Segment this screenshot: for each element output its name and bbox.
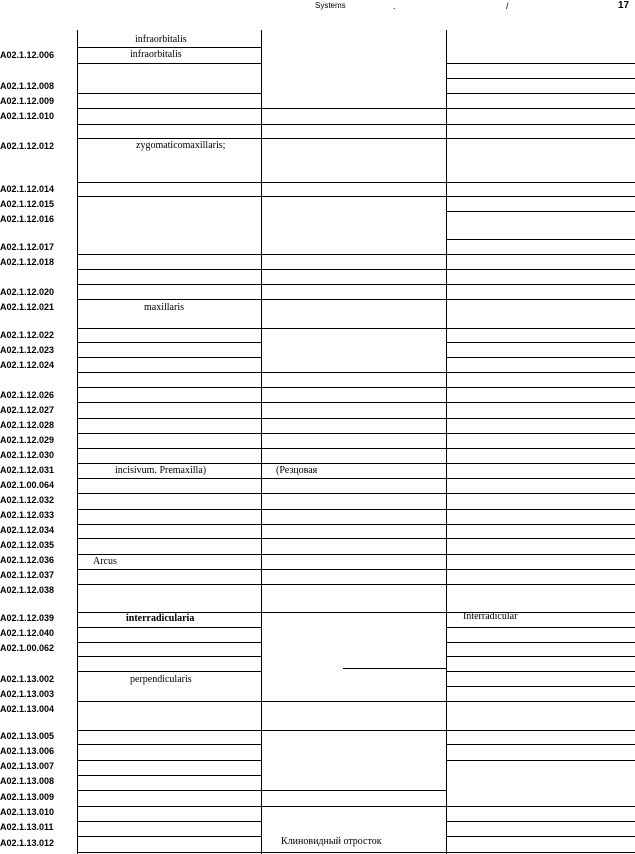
table-row-rule <box>446 418 635 419</box>
table-row-rule <box>77 402 261 403</box>
table-row-rule <box>446 744 635 745</box>
table-row-rule <box>446 269 635 270</box>
table-row-rule <box>77 342 261 343</box>
table-row-rule <box>77 806 261 807</box>
entry-code: A02.1.13.005 <box>0 731 55 741</box>
table-row-rule <box>446 196 635 197</box>
table-row-rule <box>77 760 261 761</box>
entry-code: A02.1.13.002 <box>0 674 55 684</box>
table-row-rule <box>261 402 446 403</box>
table-row-rule <box>446 478 635 479</box>
entry-code: A02.1.12.006 <box>0 50 55 60</box>
table-row-rule <box>343 668 446 669</box>
table-row-rule <box>261 790 446 791</box>
table-row-rule <box>77 433 261 434</box>
table-row-rule <box>261 538 446 539</box>
running-header: Systems <box>315 1 346 10</box>
table-row-rule <box>261 108 446 109</box>
russian-term: Клиновидный отросток <box>281 836 382 847</box>
table-row-rule <box>446 93 635 94</box>
table-row-rule <box>446 836 635 837</box>
table-row-rule <box>77 627 261 628</box>
table-row-rule <box>77 138 261 139</box>
table-row-rule <box>77 93 261 94</box>
table-row-rule <box>77 418 261 419</box>
table-row-rule <box>446 538 635 539</box>
table-row-rule <box>446 328 635 329</box>
table-row-rule <box>261 284 446 285</box>
table-row-rule <box>446 63 635 64</box>
table-row-rule <box>446 569 635 570</box>
table-row-rule <box>77 387 261 388</box>
table-row-rule <box>261 433 446 434</box>
entry-code: A02.1.12.027 <box>0 405 55 415</box>
entry-code: A02.1.12.032 <box>0 495 55 505</box>
table-row-rule <box>261 478 446 479</box>
table-row-rule <box>261 584 446 585</box>
latin-term: infraorbitalis <box>130 49 182 60</box>
entry-code: A02.1.12.010 <box>0 111 55 121</box>
entry-code: A02.1.12.031 <box>0 465 55 475</box>
table-row-rule <box>77 836 261 837</box>
entry-code: A02.1.13.007 <box>0 761 55 771</box>
table-row-rule <box>261 612 446 613</box>
table-row-rule <box>77 642 261 643</box>
table-row-rule <box>261 254 446 255</box>
table-row-rule <box>261 299 446 300</box>
table-row-rule <box>77 357 261 358</box>
table-row-rule <box>446 357 635 358</box>
page-number: 17 <box>618 0 630 11</box>
table-row-rule <box>261 701 446 702</box>
table-row-rule <box>446 78 635 79</box>
table-row-rule <box>77 372 261 373</box>
entry-code: A02.1.13.008 <box>0 776 55 786</box>
header-slash-mark: / <box>506 1 509 11</box>
entry-code: A02.1.12.014 <box>0 184 55 194</box>
entry-code: A02.1.12.012 <box>0 141 55 151</box>
table-row-rule <box>261 569 446 570</box>
table-row-rule <box>261 387 446 388</box>
table-row-rule <box>446 299 635 300</box>
table-row-rule <box>446 254 635 255</box>
table-row-rule <box>77 509 261 510</box>
entry-code: A02.1.13.009 <box>0 792 55 802</box>
table-row-rule <box>77 182 261 183</box>
table-row-rule <box>77 284 261 285</box>
table-row-rule <box>446 584 635 585</box>
table-row-rule <box>446 372 635 373</box>
table-row-rule <box>261 852 446 853</box>
entry-code: A02.1.13.011 <box>0 822 54 832</box>
entry-code: A02.1.12.037 <box>0 570 55 580</box>
entry-code: A02.1.13.003 <box>0 689 55 699</box>
table-row-rule <box>77 775 261 776</box>
table-row-rule <box>261 730 446 731</box>
table-row-rule <box>77 852 261 853</box>
entry-code: A02.1.12.039 <box>0 613 55 623</box>
table-row-rule <box>77 328 261 329</box>
table-row-rule <box>77 584 261 585</box>
table-row-rule <box>77 790 261 791</box>
entry-code: A02.1.13.006 <box>0 746 55 756</box>
table-row-rule <box>446 806 635 807</box>
table-row-rule <box>77 524 261 525</box>
table-row-rule <box>77 701 261 702</box>
header-dot-mark: . <box>393 1 396 11</box>
entry-code: A02.1.12.034 <box>0 525 55 535</box>
latin-term: infraorbitalis <box>135 34 187 45</box>
entry-code: A02.1.12.029 <box>0 435 55 445</box>
table-row-rule <box>77 254 261 255</box>
table-row-rule <box>261 509 446 510</box>
table-row-rule <box>261 372 446 373</box>
table-row-rule <box>77 108 261 109</box>
table-row-rule <box>446 627 635 628</box>
table-row-rule <box>261 138 446 139</box>
table-row-rule <box>446 852 635 853</box>
entry-code: A02.1.12.024 <box>0 360 55 370</box>
table-row-rule <box>77 47 261 48</box>
table-row-rule <box>77 299 261 300</box>
table-row-rule <box>446 463 635 464</box>
table-row-rule <box>446 433 635 434</box>
russian-term: (Резцовая <box>276 465 318 476</box>
table-row-rule <box>446 821 635 822</box>
table-row-rule <box>446 211 635 212</box>
table-row-rule <box>261 524 446 525</box>
table-row-rule <box>77 63 261 64</box>
entry-code: A02.1.00.062 <box>0 643 55 653</box>
table-row-rule <box>261 196 446 197</box>
latin-term: perpendicularis <box>130 674 192 685</box>
entry-code: A02.1.12.021 <box>0 302 55 312</box>
table-row-rule <box>261 554 446 555</box>
table-row-rule <box>77 478 261 479</box>
entry-code: A02.1.12.015 <box>0 199 55 209</box>
table-row-rule <box>446 284 635 285</box>
entry-code: A02.1.12.017 <box>0 242 55 252</box>
entry-code: A02.1.12.016 <box>0 214 55 224</box>
table-row-rule <box>77 671 261 672</box>
table-row-rule <box>261 448 446 449</box>
table-row-rule <box>77 196 261 197</box>
entry-code: A02.1.13.012 <box>0 838 55 848</box>
entry-code: A02.1.13.004 <box>0 704 55 714</box>
latin-term: interradicularia <box>126 613 195 624</box>
table-row-rule <box>446 493 635 494</box>
table-row-rule <box>261 418 446 419</box>
entry-code: A02.1.12.038 <box>0 585 55 595</box>
table-row-rule <box>261 493 446 494</box>
entry-code: A02.1.12.028 <box>0 420 55 430</box>
entry-code: A02.1.12.040 <box>0 628 55 638</box>
table-row-rule <box>446 239 635 240</box>
table-row-rule <box>446 554 635 555</box>
table-row-rule <box>261 463 446 464</box>
entry-code: A02.1.12.036 <box>0 555 55 565</box>
entry-code: A02.1.12.026 <box>0 390 55 400</box>
entry-code: A02.1.12.022 <box>0 330 55 340</box>
table-row-rule <box>446 182 635 183</box>
table-row-rule <box>77 821 261 822</box>
table-row-rule <box>77 269 261 270</box>
table-row-rule <box>446 509 635 510</box>
entry-code: A02.1.12.009 <box>0 96 55 106</box>
table-row-rule <box>446 686 635 687</box>
table-row-rule <box>446 671 635 672</box>
latin-term: zygomaticomaxillaris; <box>136 140 226 151</box>
table-row-rule <box>77 493 261 494</box>
entry-code: A02.1.00.064 <box>0 480 55 490</box>
entry-code: A02.1.12.033 <box>0 510 55 520</box>
table-row-rule <box>446 108 635 109</box>
latin-term: incisivum. Premaxilla) <box>115 465 207 476</box>
table-row-rule <box>446 524 635 525</box>
english-term: Interradicular <box>463 611 518 622</box>
table-row-rule <box>446 138 635 139</box>
table-row-rule <box>261 328 446 329</box>
entry-code: A02.1.12.018 <box>0 257 55 267</box>
table-row-rule <box>446 656 635 657</box>
table-row-rule <box>261 182 446 183</box>
entry-code: A02.1.12.035 <box>0 540 55 550</box>
table-row-rule <box>77 569 261 570</box>
table-row-rule <box>446 387 635 388</box>
table-row-rule <box>77 124 261 125</box>
table-row-rule <box>77 744 261 745</box>
latin-term: Arcus <box>93 556 117 567</box>
entry-code: A02.1.12.023 <box>0 345 55 355</box>
table-row-rule <box>77 463 261 464</box>
table-row-rule <box>261 269 446 270</box>
table-row-rule <box>446 448 635 449</box>
table-row-rule <box>77 538 261 539</box>
table-row-rule <box>446 760 635 761</box>
table-row-rule <box>77 448 261 449</box>
table-row-rule <box>77 554 261 555</box>
table-row-rule <box>446 124 635 125</box>
latin-term: maxillaris <box>144 302 184 313</box>
entry-code: A02.1.12.008 <box>0 81 55 91</box>
entry-code: A02.1.12.030 <box>0 450 55 460</box>
table-row-rule <box>446 730 635 731</box>
table-row-rule <box>446 342 635 343</box>
table-row-rule <box>77 730 261 731</box>
table-row-rule <box>446 642 635 643</box>
entry-code: A02.1.13.010 <box>0 807 55 817</box>
table-row-rule <box>261 806 446 807</box>
table-row-rule <box>77 656 261 657</box>
entry-code: A02.1.12.020 <box>0 287 55 297</box>
table-row-rule <box>261 124 446 125</box>
table-row-rule <box>446 402 635 403</box>
table-row-rule <box>446 701 635 702</box>
